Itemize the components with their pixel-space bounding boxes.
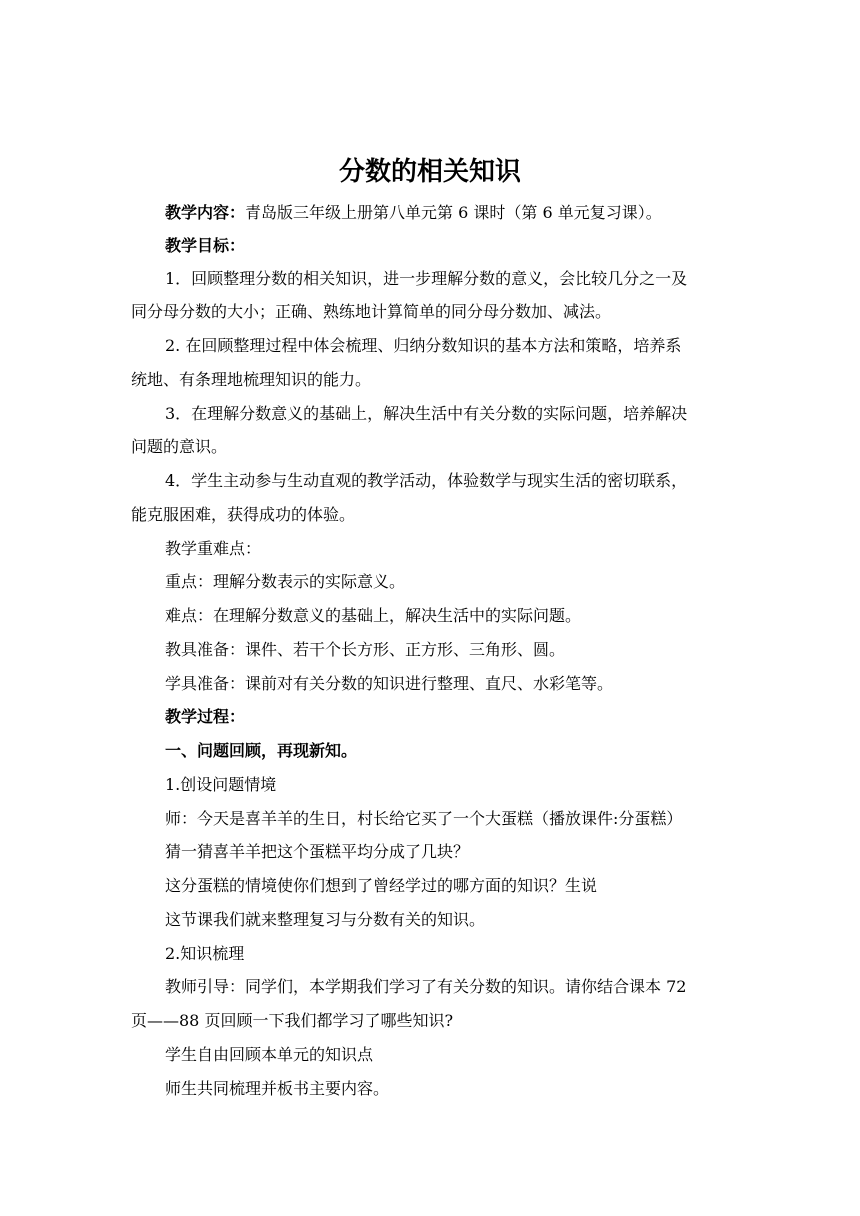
recall-question-line: 这分蛋糕的情境使你们想到了曾经学过的哪方面的知识？生说 xyxy=(165,876,598,895)
difficulty-line: 难点：在理解分数意义的基础上，解决生活中的实际问题。 xyxy=(165,606,582,625)
teaching-content-text: 青岛版三年级上册第八单元第 6 课时（第 6 单元复习课）。 xyxy=(245,203,662,222)
teacher-guide-line-2: 页——88 页回顾一下我们都学习了哪些知识? xyxy=(131,1011,454,1030)
goal-4-line-1: 4．学生主动参与生动直观的教学活动，体验数学与现实生活的密切联系， xyxy=(165,471,688,490)
goal-3-line-2: 问题的意识。 xyxy=(131,437,228,456)
goal-3-line-1: 3．在理解分数意义的基础上，解决生活中有关分数的实际问题，培养解决 xyxy=(165,404,688,423)
student-review-line: 学生自由回顾本单元的知识点 xyxy=(165,1045,374,1064)
student-preparation-line: 学具准备：课前对有关分数的知识进行整理、直尺、水彩笔等。 xyxy=(165,674,614,693)
focus-line: 重点：理解分数表示的实际意义。 xyxy=(165,572,406,591)
teaching-goals-heading: 教学目标： xyxy=(165,236,246,255)
review-intro-line: 这节课我们就来整理复习与分数有关的知识。 xyxy=(165,910,486,929)
step-1-heading: 1.创设问题情境 xyxy=(165,775,277,794)
teaching-process-heading: 教学过程： xyxy=(165,707,246,726)
teacher-intro-line: 师：今天是喜羊羊的生日，村长给它买了一个大蛋糕（播放课件:分蛋糕） xyxy=(165,809,683,828)
document-title: 分数的相关知识 xyxy=(338,157,521,187)
teacher-guide-line-1: 教师引导：同学们，本学期我们学习了有关分数的知识。请你结合课本 72 xyxy=(165,977,687,996)
goal-2-line-1: 2. 在回顾整理过程中体会梳理、归纳分数知识的基本方法和策略，培养系 xyxy=(165,336,682,355)
teaching-content-label: 教学内容： xyxy=(165,203,246,222)
key-points-heading: 教学重难点： xyxy=(165,539,262,558)
goal-2-line-2: 统地、有条理地梳理知识的能力。 xyxy=(131,370,372,389)
guess-question-line: 猜一猜喜羊羊把这个蛋糕平均分成了几块？ xyxy=(165,842,470,861)
board-summary-line: 师生共同梳理并板书主要内容。 xyxy=(165,1079,390,1098)
step-2-heading: 2.知识梳理 xyxy=(165,944,245,963)
goal-1-line-2: 同分母分数的大小；正确、熟练地计算简单的同分母分数加、减法。 xyxy=(131,302,612,321)
teacher-preparation-line: 教具准备：课件、若干个长方形、正方形、三角形、圆。 xyxy=(165,640,566,659)
section-1-heading: 一、问题回顾，再现新知。 xyxy=(165,741,358,760)
goal-4-line-2: 能克服困难，获得成功的体验。 xyxy=(131,505,356,524)
goal-1-line-1: 1．回顾整理分数的相关知识，进一步理解分数的意义，会比较几分之一及 xyxy=(165,269,688,288)
teaching-content-line xyxy=(165,202,662,224)
